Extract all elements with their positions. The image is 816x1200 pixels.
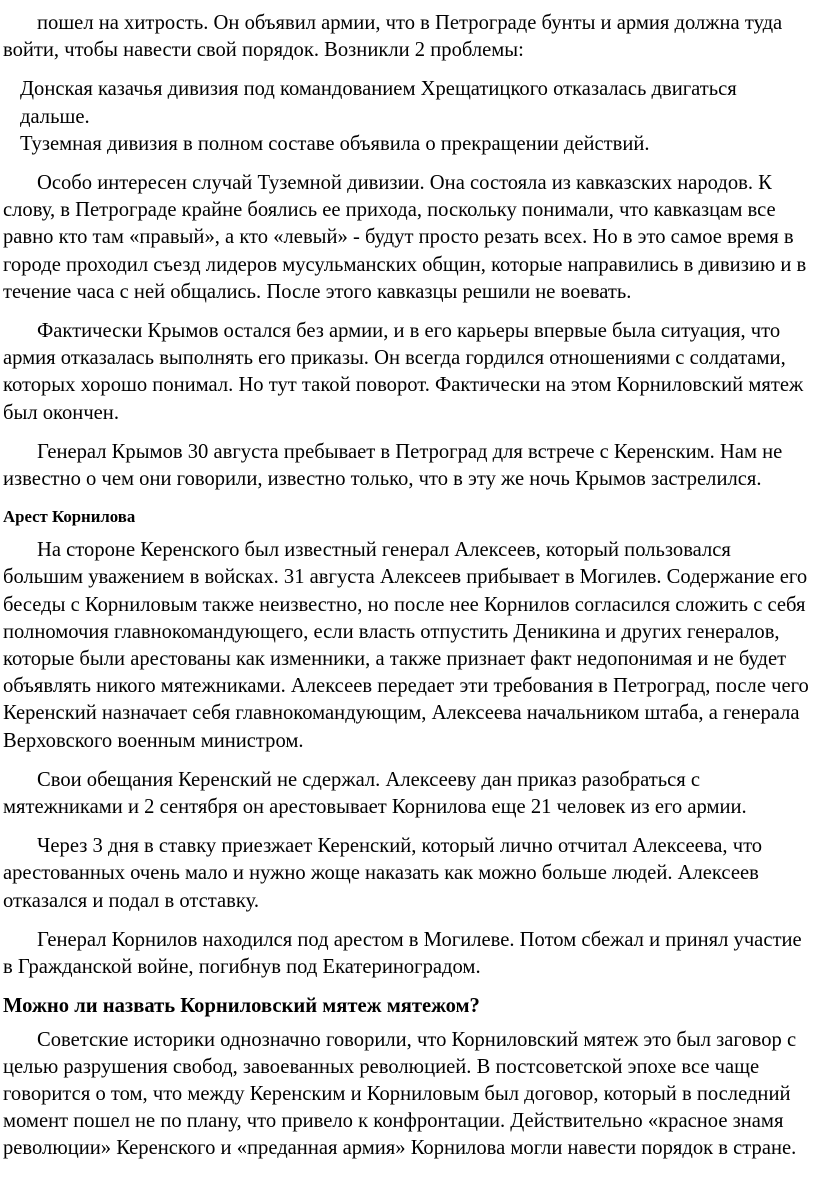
list-item: Туземная дивизия в полном составе объявила о прекращении действий. <box>20 132 650 155</box>
paragraph: Генерал Крымов 30 августа пребывает в Петроград для встрече с Керенским. Нам не известно о чем они говорили, известно только, что в эту же ночь Крымов застрелился. <box>3 440 783 491</box>
paragraph: Генерал Корнилов находился под арестом в Могилеве. Потом сбежал и принял участие в Гражданской войне, погибнув под Екатериноградом. <box>3 928 802 979</box>
section-heading: Можно ли назвать Корниловский мятеж мятежом? <box>3 995 480 1018</box>
paragraph: пошел на хитрость. Он объявил армии, что в Петрограде бунты и армия должна туда войти, чтобы навести свой порядок. Возникли 2 проблемы: <box>3 12 783 62</box>
paragraph: Фактически Крымов остался без армии, и в его карьеры впервые была ситуация, что армия отказалась выполнять его приказы. Он всегда гордился отношениями с солдатами, которых хорошо понимал. Но тут такой поворот. Фактически на этом Корниловский мятеж был окончен. <box>3 320 804 424</box>
paragraph: Советские историки однозначно говорили, что Корниловский мятеж это был заговор с целью разрушения свобод, завоеванных революцией. В постсоветской эпохе все чаще говорится о том, что между Керенским и Корниловым был договор, который в последний момент пошел не по плану, что привело к конфронтации. Действительно «красное знамя революции» Керенского и «преданная армия» Корнилова могли навести порядок в стране. <box>3 1028 797 1160</box>
paragraph: На стороне Керенского был известный генерал Алексеев, который пользовался большим уважением в войсках. 31 августа Алексеев прибывает в Могилев. Содержание его беседы с Корниловым также неизвестно, но после нее Корнилов согласился сложить с себя полномочия главнокомандующего, если власть отпустить Деникина и других генералов, которые были арестованы как изменники, а также признает факт недопонимая и не будет объявлять никого мятежниками. Алексеев передает эти требования в Петроград, после чего Керенский назначает себя главнокомандующим, Алексеева начальником штаба, а генерала Верховского военным министром. <box>3 539 809 752</box>
list-item: Донская казачья дивизия под командованием Хрещатицкого отказалась двигаться дальше. <box>20 78 737 128</box>
paragraph: Свои обещания Керенский не сдержал. Алексееву дан приказ разобраться с мятежниками и 2 сентября он арестовывает Корнилова еще 21 человек из его армии. <box>3 768 747 819</box>
paragraph: Через 3 дня в ставку приезжает Керенский, который лично отчитал Алексеева, что арестованных очень мало и нужно жоще наказать как можно больше людей. Алексеев отказался и подал в отставку. <box>3 835 763 912</box>
list <box>3 76 810 158</box>
section-heading: Арест Корнилова <box>3 507 136 527</box>
paragraph: Особо интересен случай Туземной дивизии. Она состояла из кавказских народов. К слову, в Петрограде крайне боялись ее прихода, поскольку понимали, что кавказцам все равно кто там «правый», а кто «левый» - будут просто резать всех. Но в это самое время в городе проходил съезд лидеров мусульманских общин, которые направились в дивизию и в течение часа с ней общались. После этого кавказцы решили не воевать. <box>3 172 807 303</box>
